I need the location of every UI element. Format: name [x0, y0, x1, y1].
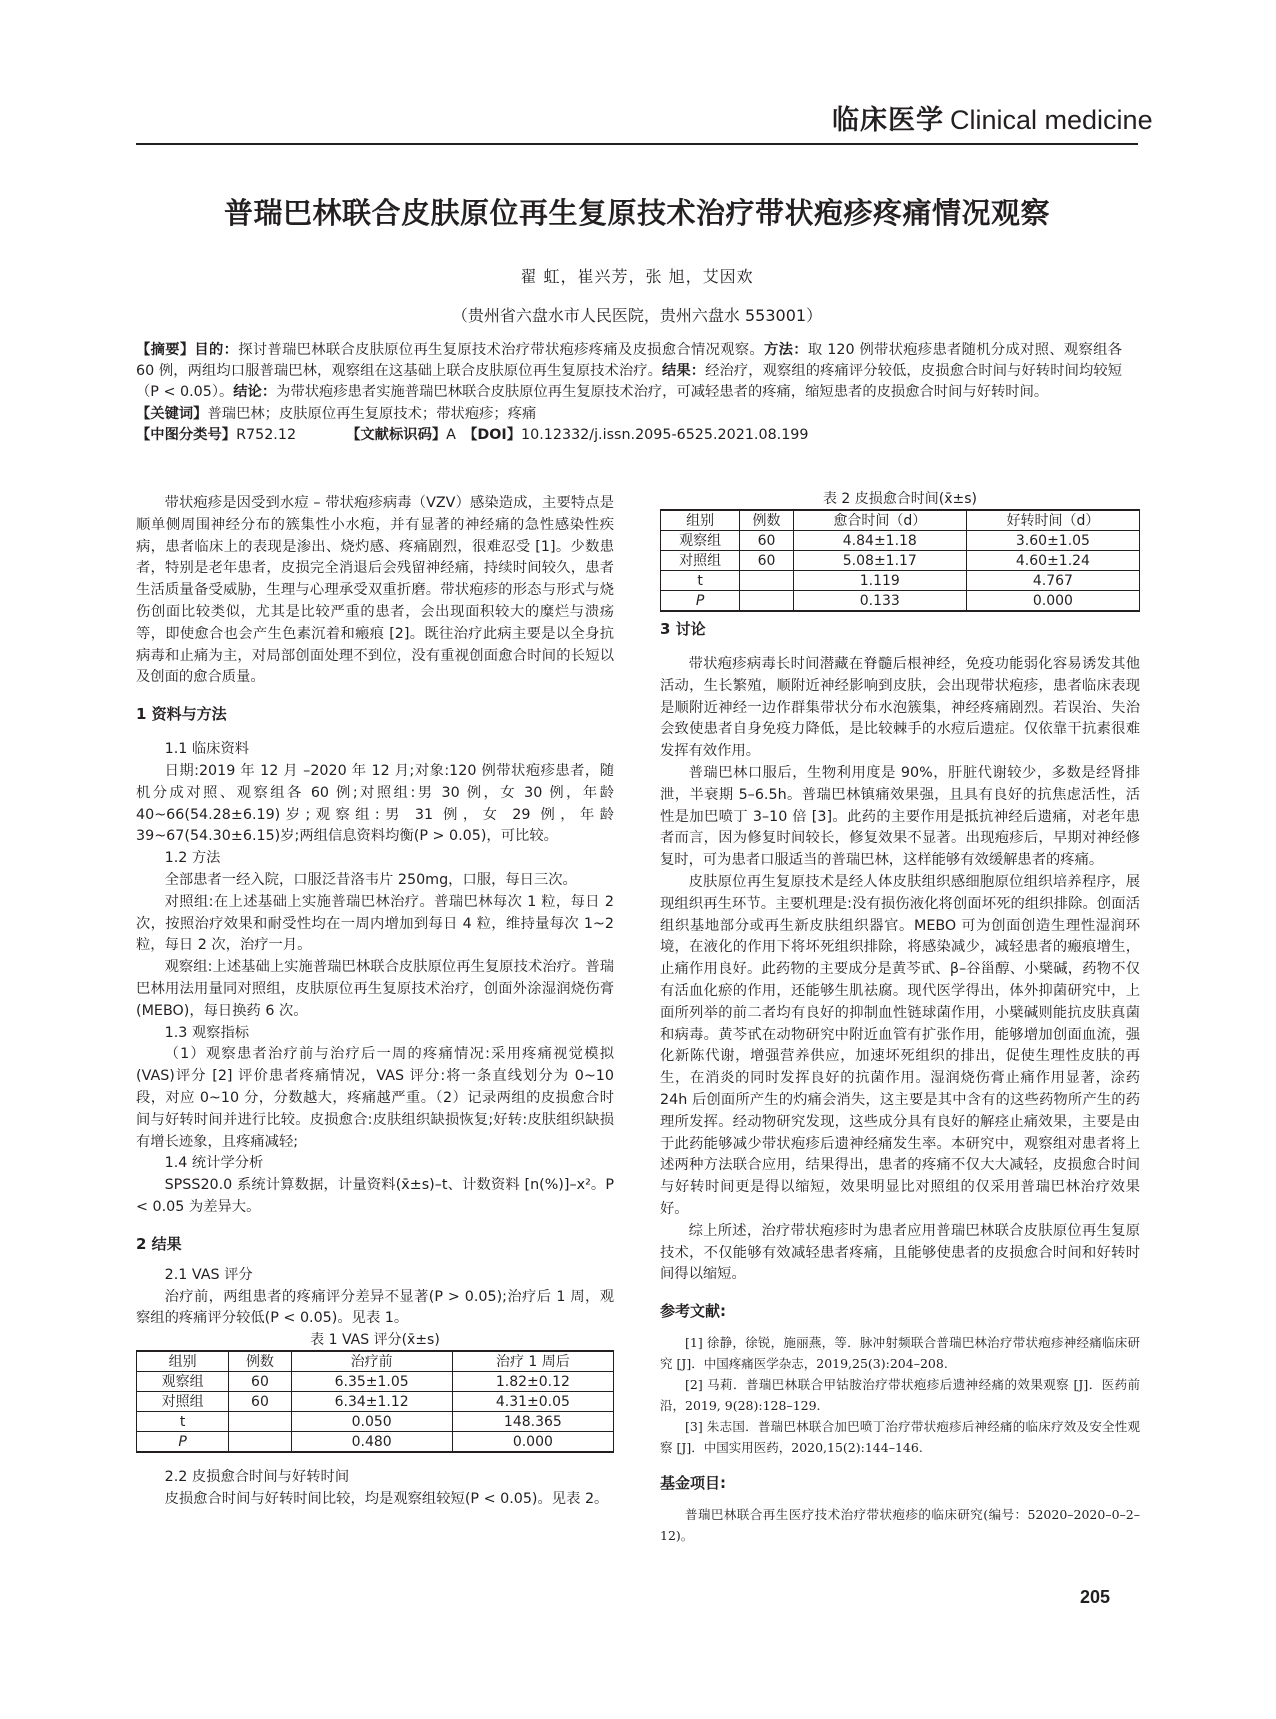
journal-section-header [832, 98, 1153, 137]
article-title: 普瑞巴林联合皮肤原位再生复原技术治疗带状疱疹疼痛情况观察 [223, 196, 1050, 230]
table-header-cell: 治疗 1 周后 [452, 1351, 613, 1372]
table-header-cell: 好转时间（d） [966, 510, 1139, 531]
table-1 [136, 1350, 614, 1453]
table-row [137, 1372, 614, 1392]
section-1-3-heading: 1.3 观察指标 [164, 1024, 250, 1041]
table-cell: 148.365 [452, 1412, 613, 1432]
table-row [661, 571, 1140, 591]
table-row [661, 591, 1140, 612]
section-2-heading: 2 结果 [136, 1234, 182, 1253]
table-cell: 4.31±0.05 [452, 1392, 613, 1412]
healing-paragraph: 皮损愈合时间与好转时间比较，均是观察组较短(P < 0.05)。见表 2。 [164, 1490, 609, 1507]
table-cell: 4.84±1.18 [793, 531, 966, 551]
table-cell: 观察组 [661, 531, 740, 551]
funding-heading: 基金项目: [660, 1474, 726, 1493]
method-paragraph-control: 对照组:在上述基础上实施普瑞巴林治疗。普瑞巴林每次 1 粒，每日 2 次，按照治疗效果和耐受性均在一周内增加到每日 4 粒，维持量每次 1~2 粒，每日 2 次，治疗一月。 [136, 893, 614, 954]
section-2-2-heading: 2.2 皮损愈合时间与好转时间 [164, 1469, 350, 1486]
table-cell: 0.050 [291, 1412, 452, 1432]
table-cell: 60 [740, 531, 793, 551]
doi-value: 10.12332/j.issn.2095-6525.2021.08.199 [521, 426, 809, 443]
abstract [136, 340, 1122, 404]
section-name-en: Clinical medicine [950, 105, 1153, 135]
clinical-data-paragraph: 日期:2019 年 12 月 –2020 年 12 月;对象:120 例带状疱疹患者，随机分成对照、观察组各 60 例;对照组:男 30 例，女 30 例，年龄 40~66(54.28±6.19)岁;观察组:男 31 例，女 29 例，年龄 39~67(54.30±6.15)岁;两组信息资料均衡(P > 0.05)，可比较。 [136, 762, 614, 845]
header-rule [136, 143, 1138, 145]
table-header-cell: 治疗前 [291, 1351, 452, 1372]
table-header-cell: 组别 [137, 1351, 229, 1372]
discussion-paragraph-3: 皮肤原位再生复原技术是经人体皮肤组织感细胞原位组织培养程序，展现组织再生环节。主要机理是:没有损伤液化将创面坏死的组织排除。创面活组织基地部分或再生新皮肤组织器官。MEBO 可为创面创造生理性湿润环境，在液化的作用下将坏死组织排除，将感染减少，减轻患者的瘢痕增生，止痛作用良好。此药物的主要成分是黄芩甙、β–谷甾醇、小檗碱，药物不仅有活血化瘀的作用，还能够生肌祛腐。现代医学得出，体外抑菌研究中，上面所列举的前二者均有良好的抑制血性链球菌作用，小檗碱则能抗皮肤真菌和病毒。黄芩甙在动物研究中附近血管有扩张作用，能够增加创面血流，强化新陈代谢，增强营养供应，加速坏死组织的排出，促使生理性皮肤的再生，在消炎的同时发挥良好的抗菌作用。湿润烧伤膏止痛作用显著，涂药 24h 后创面所产生的灼痛会消失，这主要是其中含有的这些药物所产生的药理所发挥。经动物研究发现，这些成分具有良好的解痉止痛效果，主要是由于此药能够减少带状疱疹后遗神经痛发生率。本研究中，观察组对患者将上述两种方法联合应用，结果得出，患者的疼痛不仅大大减轻，皮损愈合时间与好转时间更是得以缩短，效果明显比对照组的仅采用普瑞巴林治疗效果好。 [660, 873, 1140, 1217]
purpose-label: 目的： [194, 342, 239, 358]
table-cell: 1.119 [793, 571, 966, 591]
keywords-label: 【关键词】 [136, 405, 208, 422]
clc-value: R752.12 [236, 426, 297, 443]
reference-item: [2] 马莉．普瑞巴林联合甲钴胺治疗带状疱疹后遗神经痛的效果观察 [J]．医药前沿，2019, 9(28):128–129. [660, 1377, 1140, 1414]
left-column [136, 493, 614, 1511]
table-header-row [661, 510, 1140, 531]
table-cell: 观察组 [137, 1372, 229, 1392]
funding-block [660, 1504, 1140, 1546]
page-number: 205 [1080, 1587, 1111, 1607]
table-cell [229, 1412, 291, 1432]
table-cell: P [137, 1432, 229, 1453]
result-label: 结果： [662, 363, 706, 380]
purpose-text: 探讨普瑞巴林联合皮肤原位再生复原技术治疗带状疱疹疼痛及皮损愈合情况观察。 [238, 342, 765, 358]
table-cell: 0.133 [793, 591, 966, 612]
reference-item: [3] 朱志国．普瑞巴林联合加巴喷丁治疗带状疱疹后神经痛的临床疗效及安全性观察 [J]．中国实用医药，2020,15(2):144–146. [660, 1419, 1140, 1456]
table-cell [229, 1432, 291, 1453]
table-cell [740, 571, 793, 591]
conclusion-label: 结论： [233, 384, 277, 401]
conclusion-text: 为带状疱疹患者实施普瑞巴林联合皮肤原位再生复原技术治疗，可减轻患者的疼痛，缩短患者的皮损愈合时间与好转时间。 [276, 384, 1049, 401]
table-row [137, 1392, 614, 1412]
section-1-heading: 1 资料与方法 [136, 705, 227, 724]
table-header-cell: 例数 [740, 510, 793, 531]
discussion-paragraph-1: 带状疱疹病毒长时间潜藏在脊髓后根神经，免疫功能弱化容易诱发其他活动，生长繁殖，顺附近神经影响到皮肤，会出现带状疱疹，患者临床表现是顺附近神经一边作群集带状分布水泡簇集，神经疼痛剧烈。若误治、失治会致使患者自身免疫力降低，是比较棘手的水痘后遗症。仅依靠干抗素很难发挥有效作用。 [660, 656, 1140, 760]
section-1-4-heading: 1.4 统计学分析 [164, 1155, 264, 1172]
statistics-paragraph: SPSS20.0 系统计算数据，计量资料(x̄±s)–t、计数资料 [n(%)]–x²。P < 0.05 为差异大。 [136, 1177, 614, 1215]
section-1-1-heading: 1.1 临床资料 [164, 741, 250, 758]
table-cell: 4.60±1.24 [966, 551, 1139, 571]
table-cell: 6.34±1.12 [291, 1392, 452, 1412]
indicators-paragraph: （1）观察患者治疗前与治疗后一周的疼痛情况:采用疼痛视觉模拟(VAS)评分 [2] 评价患者疼痛情况，VAS 评分:将一条直线划分为 0~10 段，对应 0~10 分，分数越大，疼痛越严重。（2）记录两组的皮损愈合时间与好转时间并进行比较。皮损愈合:皮肤组织缺损恢复;好转:皮肤组织缺损有增长迹象，且疼痛减轻; [136, 1046, 614, 1150]
abstract-label: 【摘要】 [136, 342, 195, 358]
table-cell: 3.60±1.05 [966, 531, 1139, 551]
references-list [660, 1332, 1140, 1458]
table-row [661, 551, 1140, 571]
table-cell: 60 [229, 1372, 291, 1392]
table-cell: 0.000 [452, 1432, 613, 1453]
table-cell: 60 [740, 551, 793, 571]
result-text: 经治疗，观察组的疼痛评分较低，皮损愈合时间与好转时间均较短（P < 0.05）。 [136, 363, 1123, 401]
table-cell: 对照组 [137, 1392, 229, 1412]
discussion-paragraph-4: 综上所述，治疗带状疱疹时为患者应用普瑞巴林联合皮肤原位再生复原技术，不仅能够有效减轻患者疼痛，且能够使患者的皮损愈合时间和好转时间得以缩短。 [660, 1222, 1140, 1283]
doc-code-label: 【文献标识码】 [353, 426, 447, 443]
table-row [137, 1432, 614, 1453]
clc-label: 【中图分类号】 [136, 426, 237, 443]
references-heading: 参考文献: [660, 1302, 726, 1321]
keywords [136, 404, 1122, 425]
method-label: 方法： [764, 342, 808, 358]
section-name-cn: 临床医学 [832, 105, 944, 136]
table-header-cell: 愈合时间（d） [793, 510, 966, 531]
table-cell: 5.08±1.17 [793, 551, 966, 571]
table-cell: 0.480 [291, 1432, 452, 1453]
table-header-cell: 例数 [229, 1351, 291, 1372]
table-2 [660, 509, 1140, 612]
intro-paragraph: 带状疱疹是因受到水痘 – 带状疱疹病毒（VZV）感染造成，主要特点是顺单侧周围神经分布的簇集性小水疱，并有显著的神经痛的急性感染性疾病，患者临床上的表现是渗出、烧灼感、疼痛剧烈，很难忍受 [1]。少数患者，特别是老年患者，皮损完全消退后会残留神经痛，持续时间较久，患者生活质量备受威胁，生理与心理承受双重折磨。带状疱疹的形态与形式与烧伤创面比较类似，尤其是比较严重的患者，会出现面积较大的糜烂与溃疡等，即使愈合也会产生色素沉着和瘢痕 [2]。既往治疗此病主要是以全身抗病毒和止痛为主，对局部创面处理不到位，没有重视创面愈合时间的长短以及创面的愈合质量。 [136, 495, 614, 686]
table-header-row [137, 1351, 614, 1372]
table-cell: 0.000 [966, 591, 1139, 612]
funding-text: 普瑞巴林联合再生医疗技术治疗带状疱疹的临床研究(编号：52020–2020–0–2–12)。 [660, 1507, 1140, 1544]
section-2-1-heading: 2.1 VAS 评分 [164, 1266, 253, 1283]
table-cell: t [661, 571, 740, 591]
vas-paragraph: 治疗前，两组患者的疼痛评分差异不显著(P > 0.05);治疗后 1 周，观察组的疼痛评分较低(P < 0.05)。见表 1。 [136, 1288, 614, 1327]
authors: 翟 虹，崔兴芳，张 旭，艾因欢 [520, 267, 754, 286]
table-cell: 1.82±0.12 [452, 1372, 613, 1392]
method-text: 取 120 例带状疱疹患者随机分成对照、观察组各 60 例，两组均口服普瑞巴林，观察组在这基础上联合皮肤原位再生复原技术治疗。 [136, 342, 1123, 380]
discussion-paragraph-2: 普瑞巴林口服后，生物利用度是 90%，肝脏代谢较少，多数是经肾排泄，半衰期 5–6.5h。普瑞巴林镇痛效果强，且具有良好的抗焦虑活性，活性是加巴喷丁 3–10 倍 [3]。此药的主要作用是抵抗神经后遗痛，对老年患者而言，因为修复时间较长，修复效果不显著。出现疱疹后，早期对神经修复时，可为患者口服适当的普瑞巴林，这样能够有效缓解患者的疼痛。 [660, 764, 1140, 869]
table-cell: t [137, 1412, 229, 1432]
section-1-2-heading: 1.2 方法 [164, 850, 221, 867]
affiliation: （贵州省六盘水市人民医院，贵州六盘水 553001） [451, 306, 823, 325]
method-paragraph-all: 全部患者一经入院，口服泛昔洛韦片 250mg，口服，每日三次。 [164, 871, 577, 888]
table-cell: 60 [229, 1392, 291, 1412]
table-cell [740, 591, 793, 612]
reference-item: [1] 徐静，徐锐，施丽燕，等．脉冲射频联合普瑞巴林治疗带状疱疹神经痛临床研究 [J]．中国疼痛医学杂志，2019,25(3):204–208. [660, 1335, 1140, 1372]
table-row [661, 531, 1140, 551]
table-1-caption: 表 1 VAS 评分(x̄±s) [310, 1332, 440, 1349]
doi-label: 【DOI】 [470, 426, 522, 443]
classification [136, 425, 1122, 446]
table-cell: 对照组 [661, 551, 740, 571]
table-header-cell: 组别 [661, 510, 740, 531]
table-cell: P [661, 591, 740, 612]
right-column [660, 493, 1140, 1546]
table-cell: 4.767 [966, 571, 1139, 591]
section-3-heading: 3 讨论 [660, 620, 706, 638]
doc-code-value: A [446, 426, 456, 443]
abstract-block [136, 340, 1122, 446]
keywords-text: 普瑞巴林；皮肤原位再生复原技术；带状疱疹；疼痛 [207, 405, 537, 422]
table-cell: 6.35±1.05 [291, 1372, 452, 1392]
table-2-caption: 表 2 皮损愈合时间(x̄±s) [822, 491, 978, 507]
table-row [137, 1412, 614, 1432]
method-paragraph-observation: 观察组:上述基础上实施普瑞巴林联合皮肤原位再生复原技术治疗。普瑞巴林用法用量同对照组，皮肤原位再生复原技术治疗，创面外涂湿润烧伤膏(MEBO)，每日换药 6 次。 [136, 959, 614, 1019]
